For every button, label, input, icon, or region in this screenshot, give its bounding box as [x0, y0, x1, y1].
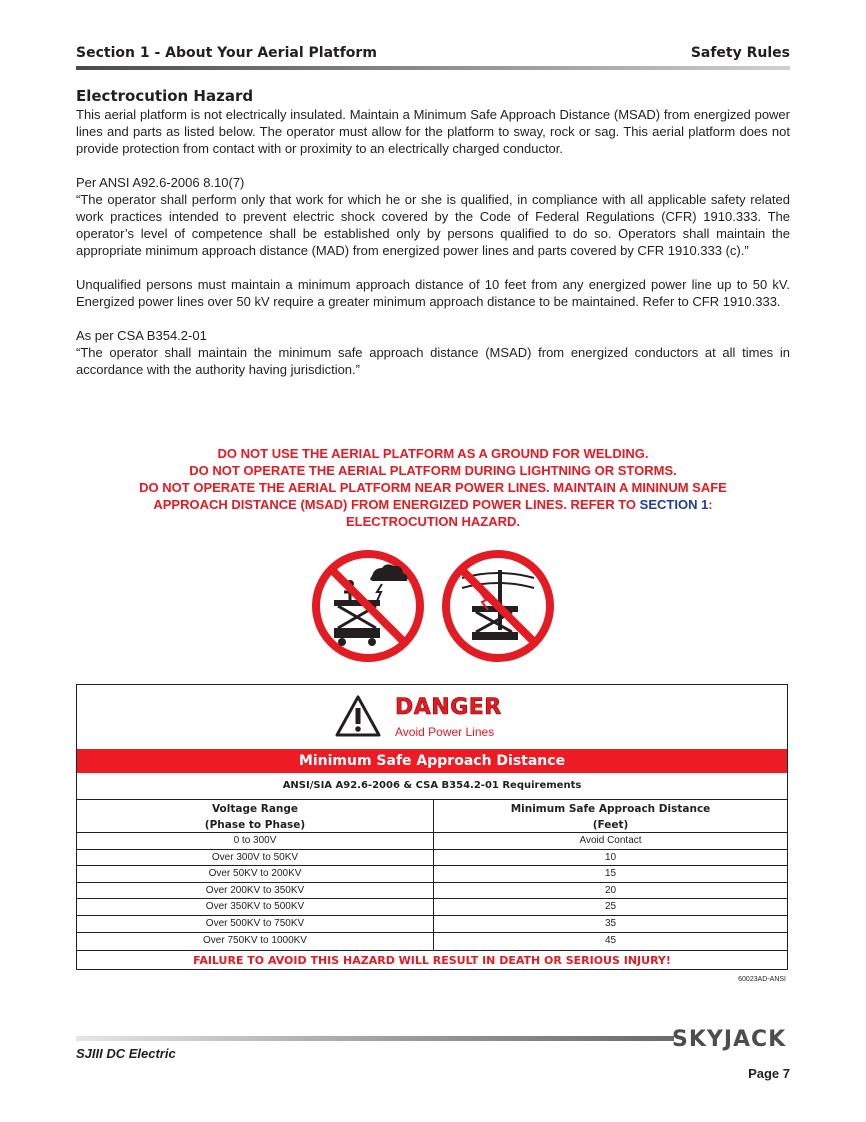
topic-title: Safety Rules	[690, 45, 790, 61]
table-cell: 35	[434, 916, 787, 933]
danger-subtitle: Avoid Power Lines	[395, 725, 495, 739]
section-title: Section 1 - About Your Aerial Platform	[76, 45, 377, 61]
table-cell: 10	[434, 850, 787, 867]
table-cell: 45	[604, 934, 617, 946]
requirements-label: ANSI/SIA A92.6-2006 & CSA B354.2-01 Requirements	[77, 773, 787, 800]
table-cell: 15	[434, 866, 787, 883]
danger-header	[77, 685, 787, 749]
failure-warning: FAILURE TO AVOID THIS HAZARD WILL RESULT IN DEATH OR SERIOUS INJURY!	[77, 950, 787, 971]
table-cell: 0 to 300V	[77, 833, 433, 850]
warning-storms: DO NOT OPERATE THE AERIAL PLATFORM DURING LIGHTNING OR STORMS.	[189, 463, 677, 478]
page-number: Page 7	[748, 1066, 790, 1081]
table-cell: Over 50KV to 200KV	[77, 866, 433, 883]
header-rule	[76, 66, 790, 70]
msad-table	[76, 684, 788, 970]
danger-label: DANGER	[395, 695, 502, 720]
brand-logo: SKYJACK	[672, 1027, 787, 1052]
table-title: Minimum Safe Approach Distance	[77, 749, 787, 773]
csa-reference: As per CSA B354.2-01	[76, 328, 207, 343]
table-cell: Over 300V to 50KV	[77, 850, 433, 867]
no-storm-operation-icon	[316, 554, 420, 658]
table-cell: Avoid Contact	[434, 833, 787, 850]
warning-electrocution: ELECTROCUTION HAZARD.	[345, 514, 521, 529]
warning-triangle-icon	[334, 694, 382, 738]
warning-block	[76, 445, 790, 530]
prohibition-signs	[312, 548, 556, 664]
table-cell: Over 350KV to 500KV	[77, 899, 433, 916]
warning-power-lines: DO NOT OPERATE THE AERIAL PLATFORM NEAR POWER LINES. MAINTAIN A MININUM SAFE	[139, 480, 727, 495]
voltage-column: Voltage Range (Phase to Phase) 0 to 300V Over 300V to 50KV Over 50KV to 200KV Over 200KV to 350KV Over 350KV to 500KV Over 500KV to 750KV Over 750KV to 1000KV	[77, 799, 434, 951]
table-cell: Over 200KV to 350KV	[77, 883, 433, 900]
csa-quote: “The operator shall maintain the minimum safe approach distance (MSAD) from energized conductors at all times in accordance with the authority having jurisdiction.”	[76, 345, 790, 377]
section-1-link[interactable]: SECTION 1	[639, 497, 709, 512]
table-cell: 25	[434, 899, 787, 916]
page-header	[76, 45, 790, 63]
footer-rule	[76, 1036, 674, 1041]
ansi-quote: “The operator shall perform only that work for which he or she is qualified, in compliance with all applicable safety related work practices intended to prevent electric shock covered by the Code of Federal Regulations (CFR) 1910.333. The operator’s level of competence shall be established only by persons qualified to do so. Operators shall maintain the appropriate minimum approach distance (MAD) from energized power lines and parts covered by CFR 1910.333 (c).”	[76, 192, 790, 258]
distance-column: Minimum Safe Approach Distance (Feet) Avoid Contact 10 15 20 25 35 45	[434, 799, 787, 951]
warning-msad: APPROACH DISTANCE (MSAD) FROM ENERGIZED POWER LINES. REFER TO SECTION 1:	[153, 497, 713, 512]
decal-code: 60023AD-ANSI	[738, 976, 786, 983]
table-cell: Over 500KV to 750KV	[77, 916, 433, 933]
no-power-lines-icon	[446, 554, 550, 658]
hazard-title: Electrocution Hazard	[76, 87, 254, 105]
table-cell: 20	[434, 883, 787, 900]
model-name: SJIII DC Electric	[76, 1046, 176, 1061]
hazard-intro: This aerial platform is not electrically insulated. Maintain a Minimum Safe Approach Distance (MSAD) from energized power lines and parts as listed below. The operator must allow for the platform to sway, rock or sag. This aerial platform does not provide protection from contact with or proximity to an electrically charged conductor.	[76, 107, 790, 156]
ansi-reference: Per ANSI A92.6-2006 8.10(7)	[76, 175, 245, 190]
table-cell: Over 750KV to 1000KV	[203, 934, 307, 946]
warning-welding: DO NOT USE THE AERIAL PLATFORM AS A GROUND FOR WELDING.	[217, 446, 649, 461]
hazard-section	[76, 86, 790, 378]
unqualified-persons: Unqualified persons must maintain a minimum approach distance of 10 feet from any energized power line up to 50 kV. Energized power lines over 50 kV require a greater minimum approach distance to be maintained. Refer to CFR 1910.333.	[76, 277, 790, 309]
